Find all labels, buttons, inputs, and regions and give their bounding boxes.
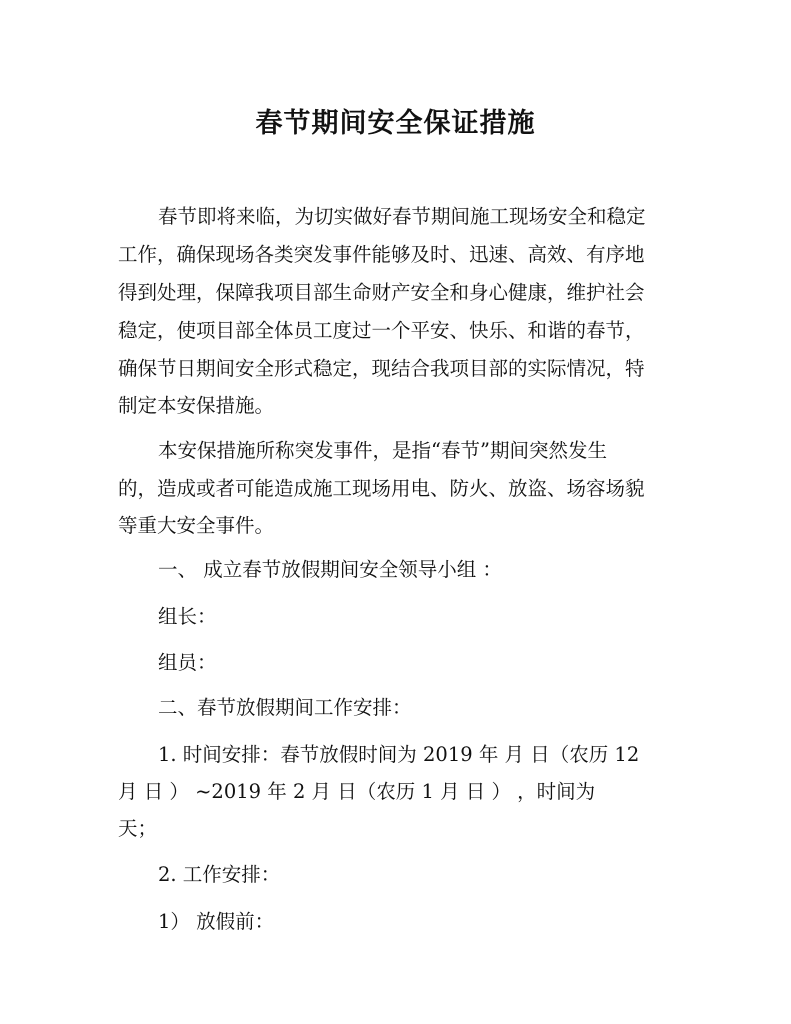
item2-1-heading: 1） 放假前： <box>158 910 275 933</box>
para1-line1: 春节即将来临，为切实做好春节期间施工现场安全和稳定 <box>158 205 646 228</box>
section1-heading: 一、 成立春节放假期间安全领导小组 ： <box>158 558 502 581</box>
para2-line2: 的，造成或者可能造成施工现场用电、防火、放盗、场容场貌 <box>118 477 645 500</box>
item1-line1: 1. 时间安排：春节放假时间为 2019 年 月 日（农历 12 <box>158 743 640 766</box>
section2-heading: 二、春节放假期间工作安排： <box>158 696 412 719</box>
leader-label: 组长： <box>158 605 217 628</box>
para1-line6: 制定本安保措施。 <box>118 394 275 417</box>
item1-line2: 月 日 ） ~2019 年 2 月 日（农历 1 月 日 ） ，时间为 <box>118 780 596 803</box>
para1-line4: 稳定，使项目部全体员工度过一个平安、快乐、和谐的春节， <box>118 319 645 342</box>
item1-line3: 天； <box>118 817 158 840</box>
document-title: 春节期间安全保证措施 <box>255 108 536 139</box>
para1-line3: 得到处理，保障我项目部生命财产安全和身心健康，维护社会 <box>118 281 645 304</box>
para1-line5: 确保节日期间安全形式稳定，现结合我项目部的实际情况，特 <box>118 357 645 380</box>
para2-line1: 本安保措施所称突发事件，是指“春节”期间突然发生 <box>158 439 607 462</box>
para2-line3: 等重大安全事件。 <box>118 514 275 537</box>
item2-heading: 2. 工作安排： <box>158 863 281 886</box>
members-label: 组员： <box>158 651 217 674</box>
para1-line2: 工作，确保现场各类突发事件能够及时、迅速、高效、有序地 <box>118 243 645 266</box>
